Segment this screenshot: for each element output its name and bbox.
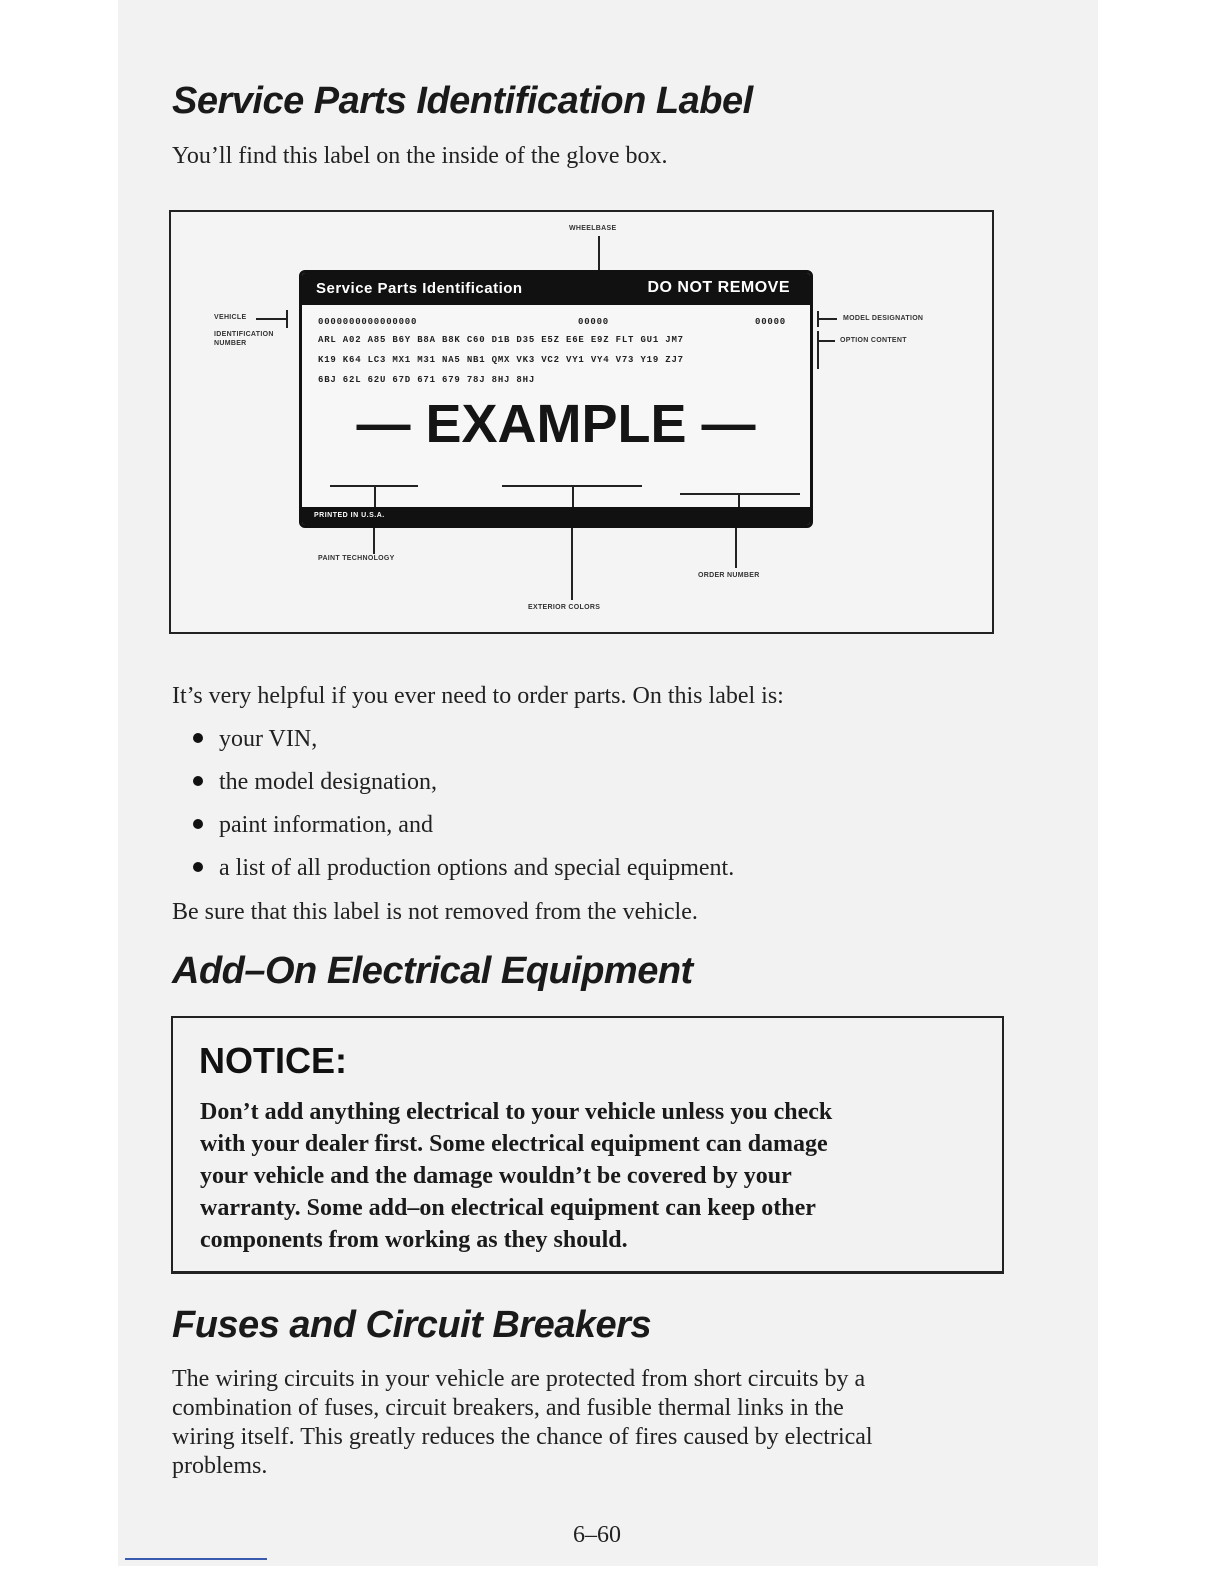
bullet-item	[193, 725, 317, 754]
page-number: 6–60	[573, 1522, 621, 1548]
heading-fuses: Fuses and Circuit Breakers	[172, 1304, 652, 1346]
callout-option: OPTION CONTENT	[840, 337, 907, 344]
notice-text	[200, 1096, 960, 1256]
bullet-text: the model designation,	[219, 769, 437, 795]
usage-closing: Be sure that this label is not removed from the vehicle.	[172, 899, 698, 925]
fuses-line: wiring itself. This greatly reduces the chance of fires caused by electrical	[172, 1424, 873, 1450]
callout-order: ORDER NUMBER	[698, 572, 760, 579]
callout-line-paint	[373, 528, 375, 554]
bullet-item	[193, 811, 433, 840]
bullet-item	[193, 768, 437, 797]
fuses-line: combination of fuses, circuit breakers, and fusible thermal links in the	[172, 1395, 844, 1421]
callout-bracket-vin	[286, 310, 288, 328]
notice-box	[171, 1016, 1004, 1274]
bullet-text: a list of all production options and special equipment.	[219, 855, 735, 881]
bullet-dot-icon	[193, 819, 203, 829]
heading-service-parts-label: Service Parts Identification Label	[172, 80, 753, 122]
notice-title: NOTICE:	[199, 1040, 347, 1081]
callout-exterior: EXTERIOR COLORS	[528, 604, 601, 611]
label-header-bar	[302, 273, 810, 305]
order-bracket	[680, 493, 800, 495]
callout-wheelbase: WHEELBASE	[569, 225, 617, 232]
callout-line-option	[819, 340, 835, 342]
callout-paint: PAINT TECHNOLOGY	[318, 555, 395, 562]
callout-line-wheelbase	[598, 236, 600, 272]
wheelbase-code: 00000	[578, 317, 610, 327]
callout-vin-2: IDENTIFICATION	[214, 331, 274, 338]
label-title: Service Parts Identification	[316, 280, 523, 297]
example-watermark: — EXAMPLE —	[356, 394, 756, 454]
callout-line-exterior	[571, 528, 573, 600]
callout-model: MODEL DESIGNATION	[843, 315, 924, 322]
callout-line-order	[735, 528, 737, 568]
option-codes-line-1: ARL A02 A85 B6Y B8A B8K C60 D1B D35 E5Z E6E E9Z FLT GU1 JM7	[318, 335, 684, 345]
bullet-dot-icon	[193, 733, 203, 743]
bullet-item	[193, 854, 734, 883]
callout-line-vin	[256, 318, 286, 320]
label-do-not-remove: DO NOT REMOVE	[647, 279, 790, 296]
notice-line: with your dealer first. Some electrical equipment can damage	[200, 1131, 828, 1157]
callout-vin-3: NUMBER	[214, 340, 247, 347]
notice-line: your vehicle and the damage wouldn’t be covered by your	[200, 1163, 792, 1189]
bullet-dot-icon	[193, 862, 203, 872]
model-code: 00000	[755, 317, 787, 327]
notice-line: components from working as they should.	[200, 1227, 628, 1253]
bullet-text: paint information, and	[219, 812, 433, 838]
intro-paragraph: You’ll find this label on the inside of the glove box.	[172, 143, 668, 169]
vin-code: 0000000000000000	[318, 317, 418, 327]
bullet-text: your VIN,	[219, 726, 318, 752]
option-codes-line-3: 6BJ 62L 62U 67D 671 679 78J 8HJ 8HJ	[318, 375, 536, 385]
notice-line: Don’t add anything electrical to your vehicle unless you check	[200, 1099, 833, 1125]
label-printed-text: PRINTED IN U.S.A.	[314, 512, 385, 519]
heading-addon-equipment: Add–On Electrical Equipment	[172, 950, 693, 992]
option-codes-line-2: K19 K64 LC3 MX1 M31 NA5 NB1 QMX VK3 VC2 VY1 VY4 V73 Y19 ZJ7	[318, 355, 684, 365]
fuses-line: The wiring circuits in your vehicle are protected from short circuits by a	[172, 1366, 866, 1392]
callout-vin-1: VEHICLE	[214, 314, 247, 321]
label-footer-bar	[302, 507, 810, 525]
bullet-dot-icon	[193, 776, 203, 786]
notice-line: warranty. Some add–on electrical equipment can keep other	[200, 1195, 816, 1221]
service-parts-label-card	[299, 270, 813, 528]
usage-intro: It’s very helpful if you ever need to order parts. On this label is:	[172, 683, 784, 709]
callout-line-model	[819, 318, 837, 320]
fuses-line: problems.	[172, 1453, 268, 1479]
callout-bracket-option	[817, 331, 819, 369]
footer-rule	[125, 1558, 267, 1560]
